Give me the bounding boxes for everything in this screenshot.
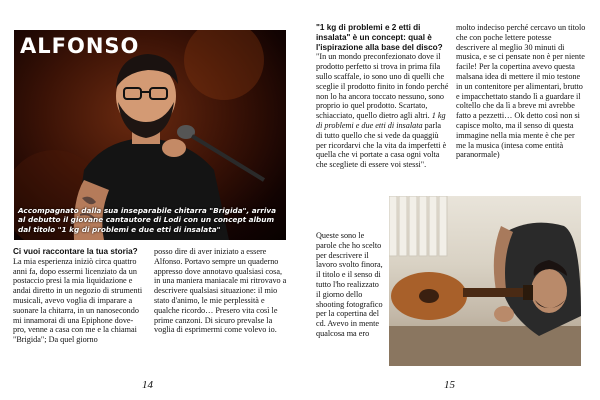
guitar-photo (389, 196, 581, 366)
text-column-a (13, 247, 143, 345)
album-title-italic: 1 kg di problemi e due etti di insalata (316, 111, 446, 130)
guitar-illustration (389, 196, 581, 366)
hero-title: ALFONSO (20, 34, 140, 58)
page-number-right: 15 (444, 379, 455, 391)
answer-text: La mia esperienza iniziò circa quattro anni fa, dopo essermi licenziato da un postaccio presi la mia liquidazione e andai diretto in un negozio di strumenti musicali, avevo voglia di imparare a suonare la chitarra, in un nanosecondo mi innamorai di una Epiphone dove-pro, venne a casa con me e la chiamai "Brigida"; Da quel giorno (13, 256, 143, 345)
text-column-c (316, 23, 449, 170)
text-column-e: Queste sono le parole che ho scelto per descrivere il lavoro svolto finora, il titolo e il senso di tutto l'ho realizzato il giorno dello shooting fotografico per la copertina del cd. Avevo in mente qualcosa ma ero (316, 231, 383, 338)
hero-caption: Accompagnato dalla sua inseparabile chitarra "Brigida", arriva al debutto il giovane cantautore di Lodi con un concept album dal titolo "1 kg di problemi e due etti di insalata" (18, 205, 277, 234)
page-number-left: 14 (142, 379, 153, 391)
answer-text-2: parla di tutto quello che si vede da quaggiù per ricordarvi che la vita da imperfetti è quella che vi portate a casa ogni volta che scegliete di essere voi stessi". (316, 120, 447, 170)
text-column-d: molto indeciso perché cercavo un titolo che con poche lettere potesse descrivere al meglio 30 minuti di musica, e se ci pensate non è per niente facile! Per la copertina avevo questa malsana idea di mettere il mio testone in un contenitore per alimentari, brutto e impacchettato stando lì a guardare il coltello che da lì a breve mi avrebbe fatto a pezzetti… Ok detto così non si capisce molto, ma il senso di questa immagine nella mia mente è che per me la musica (intesa come entità paranormale) (456, 23, 586, 160)
text-column-b: posso dire di aver iniziato a essere Alfonso. Portavo sempre un quaderno appresso dove annotavo qualsiasi cosa, in una maniera maniacale mi ritrovavo a descrivere qualsiasi situazione: il mio stato d'animo, le mie perplessità e qualche ricordo… Presero vita così le prime canzoni. Di sicuro prevalse la voglia di esprimermi come volevo io. (154, 247, 287, 335)
interview-question: "1 kg di problemi e 2 etti di insalata" è un concept: qual è l'ispirazione alla base del disco? (316, 23, 443, 52)
answer-text-1: "In un mondo preconfezionato dove il prodotto perfetto si trova in prima fila sullo scaffale, io sono uno di quelli che sceglie il prodotto finito in fondo perché non lo ha ancora toccato nessuno, sono proprio io quel prodotto. Scartato, schiacciato, quello dietro agli altri. (316, 52, 449, 121)
interview-question: Ci vuoi raccontare la tua storia? (13, 247, 138, 256)
hero-photo (14, 30, 286, 240)
